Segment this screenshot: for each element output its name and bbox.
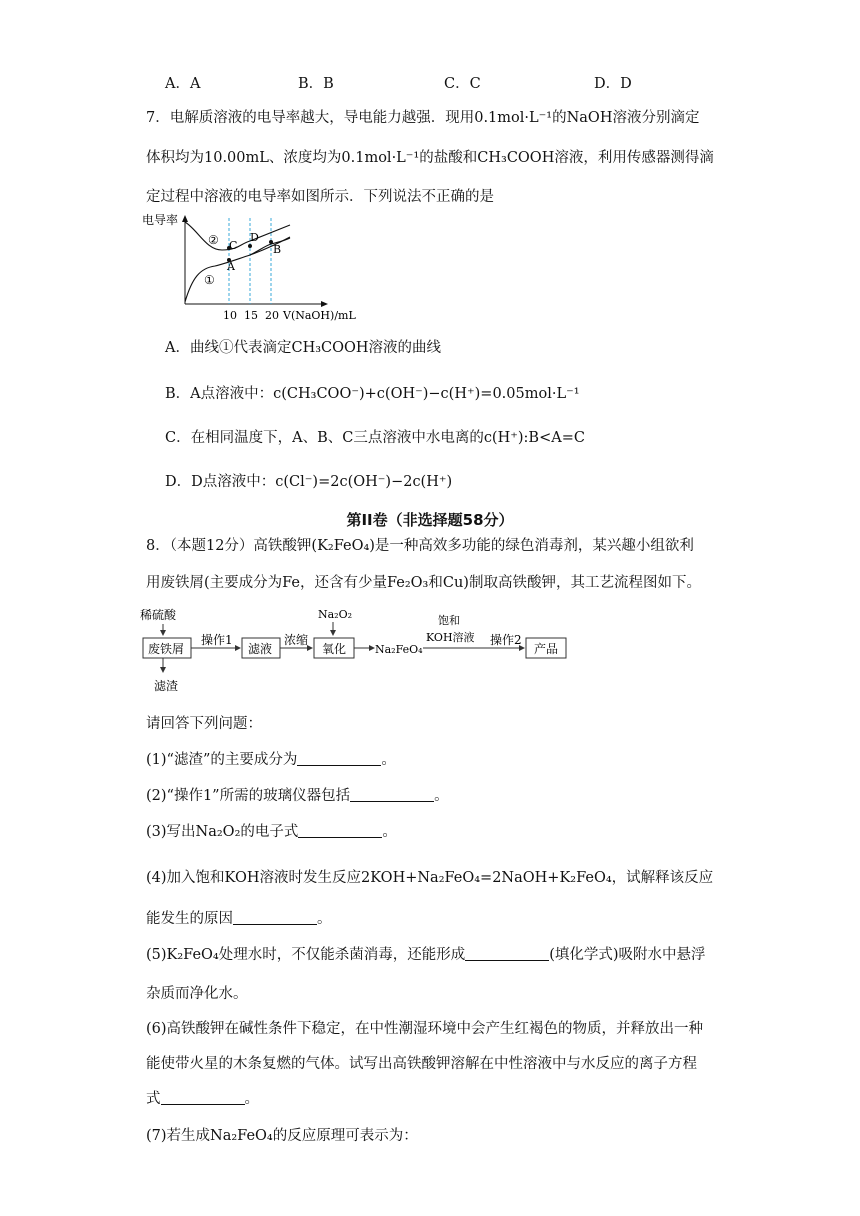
conductivity-graph [140, 208, 370, 326]
graph-xlabel: V(NaOH)/mL [283, 309, 356, 322]
x-tick-10: 10 [223, 309, 237, 322]
q8-stem-line1: 8．（本题12分）高铁酸钾(K₂FeO₄)是一种高效多功能的绿色消毒剂，某兴趣小组欲利 [146, 538, 694, 554]
flow-oxidize: 氧化 [322, 642, 347, 656]
flow-product: 产品 [534, 642, 559, 656]
answer-blank-6[interactable] [161, 1090, 245, 1105]
q7-option-a: A．曲线①代表滴定CH₃COOH溶液的曲线 [165, 340, 442, 356]
q8-question-5-line1 [146, 945, 706, 965]
flow-na2feo4: Na₂FeO₄ [375, 643, 423, 656]
q8-question-7: (7)若生成Na₂FeO₄的反应原理可表示为： [146, 1128, 418, 1144]
point-a-label: A [227, 260, 235, 273]
q8-question-6-end: 。 [244, 1091, 259, 1107]
q8-question-2-text: (2)“操作1”所需的玻璃仪器包括 [146, 788, 351, 804]
q8-question-1 [146, 750, 396, 770]
curve-2-label: ② [208, 233, 219, 247]
answer-blank-1[interactable] [297, 751, 381, 766]
q8-question-1-end: 。 [381, 752, 396, 768]
answer-blank-3[interactable] [298, 823, 382, 838]
q7-stem-line1: 7．电解质溶液的电导率越大，导电能力越强．现用0.1mol·L⁻¹的NaOH溶液分别滴定 [146, 110, 700, 126]
q8-question-4-end: 。 [317, 911, 332, 927]
q7-stem-line2: 体积均为10.00mL、浓度均为0.1mol·L⁻¹的盐酸和CH₃COOH溶液，利用传感器测得滴 [146, 150, 714, 166]
q6-option-b: B．B [298, 76, 334, 92]
point-c-label: C [229, 239, 238, 252]
flow-acid: 稀硫酸 [140, 608, 177, 622]
process-flowchart [138, 604, 578, 696]
q8-question-6c-text: 式 [146, 1091, 161, 1107]
graph-ylabel: 电导率 [142, 213, 179, 227]
q8-question-5-post: (填化学式)吸附水中悬浮 [549, 947, 706, 963]
section-title: 第II卷（非选择题58分） [346, 511, 514, 529]
q8-question-4-line1: (4)加入饱和KOH溶液时发生反应2KOH+Na₂FeO₄=2NaOH+K₂FeO₄，试解释该反应 [146, 870, 714, 886]
q6-option-a: A．A [165, 76, 201, 92]
answer-blank-2[interactable] [350, 787, 434, 802]
flow-op1: 操作1 [201, 633, 233, 647]
q8-question-4b-text: 能发生的原因 [146, 911, 233, 927]
q7-option-d: D．D点溶液中：c(Cl⁻)=2c(OH⁻)−2c(H⁺) [165, 474, 453, 490]
flow-koh-line2: KOH溶液 [426, 631, 475, 644]
x-tick-20: 20 [265, 309, 279, 322]
x-tick-15: 15 [244, 309, 258, 322]
flow-scrap: 废铁屑 [148, 642, 185, 656]
q8-question-2 [146, 786, 449, 806]
q8-prompt: 请回答下列问题： [146, 716, 262, 732]
q8-question-6-line2: 能使带火星的木条复燃的气体。试写出高铁酸钾溶解在中性溶液中与水反应的离子方程 [146, 1056, 697, 1072]
flow-filtrate: 滤液 [248, 642, 273, 656]
flow-op2: 操作2 [490, 633, 522, 647]
answer-blank-4[interactable] [233, 910, 317, 925]
q8-stem-line2: 用废铁屑(主要成分为Fe，还含有少量Fe₂O₃和Cu)制取高铁酸钾，其工艺流程图如下。 [146, 575, 701, 591]
q8-question-6-line1: (6)高铁酸钾在碱性条件下稳定，在中性潮湿环境中会产生红褐色的物质，并释放出一种 [146, 1021, 704, 1037]
q8-question-1-text: (1)“滤渣”的主要成分为 [146, 752, 298, 768]
q8-question-5-line2: 杂质而净化水。 [146, 986, 248, 1002]
q7-option-c: C．在相同温度下，A、B、C三点溶液中水电离的c(H⁺):B<A=C [165, 430, 585, 446]
q8-question-3-text: (3)写出Na₂O₂的电子式 [146, 824, 299, 840]
flow-residue: 滤渣 [154, 679, 179, 693]
flow-na2o2: Na₂O₂ [318, 608, 353, 621]
flow-concentrate: 浓缩 [284, 633, 309, 647]
flow-koh-line1: 饱和 [438, 614, 460, 627]
answer-blank-5[interactable] [465, 946, 549, 961]
x-axis-arrow [321, 301, 328, 307]
point-d-label: D [250, 231, 259, 244]
q8-question-5-pre: (5)K₂FeO₄处理水时，不仅能杀菌消毒，还能形成 [146, 947, 466, 963]
q8-question-6-line3 [146, 1089, 259, 1109]
q8-question-3 [146, 822, 397, 842]
q8-question-4-line2 [146, 909, 332, 929]
q6-option-c: C．C [444, 76, 481, 92]
y-axis-arrow [182, 215, 188, 222]
q6-option-d: D．D [594, 76, 632, 92]
point-b-label: B [273, 243, 282, 256]
curve-1-label: ① [204, 273, 215, 287]
q8-question-2-end: 。 [434, 788, 449, 804]
q7-stem-line3: 定过程中溶液的电导率如图所示．下列说法不正确的是 [146, 189, 494, 205]
q7-option-b: B．A点溶液中：c(CH₃COO⁻)+c(OH⁻)−c(H⁺)=0.05mol·L⁻¹ [165, 386, 580, 402]
point-d-dot [248, 244, 252, 248]
q8-question-3-end: 。 [382, 824, 397, 840]
